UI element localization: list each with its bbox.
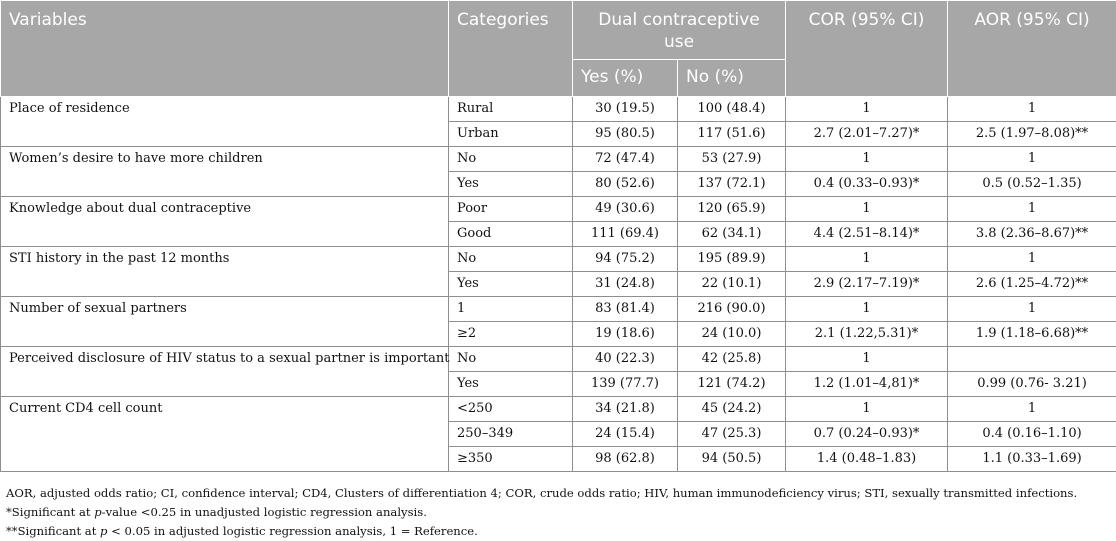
aor-cell: 0.99 (0.76- 3.21) — [948, 372, 1116, 397]
no-percent-cell: 94 (50.5) — [678, 447, 786, 472]
yes-percent-cell: 30 (19.5) — [573, 97, 678, 122]
table-row — [1, 147, 1116, 172]
cor-cell: 1.2 (1.01–4,81)* — [786, 372, 948, 397]
no-percent-cell: 47 (25.3) — [678, 422, 786, 447]
category-cell: Good — [449, 222, 573, 247]
yes-percent-cell: 139 (77.7) — [573, 372, 678, 397]
category-cell: ≥350 — [449, 447, 573, 472]
aor-cell: 0.4 (0.16–1.10) — [948, 422, 1116, 447]
no-percent-cell: 216 (90.0) — [678, 297, 786, 322]
cor-cell: 1 — [786, 397, 948, 422]
table-row — [1, 297, 1116, 322]
yes-percent-cell: 94 (75.2) — [573, 247, 678, 272]
cor-cell: 1 — [786, 247, 948, 272]
no-percent-cell: 117 (51.6) — [678, 122, 786, 147]
no-percent-cell: 100 (48.4) — [678, 97, 786, 122]
no-percent-cell: 62 (34.1) — [678, 222, 786, 247]
category-cell: 1 — [449, 297, 573, 322]
footnote-unadjusted-suffix: -value <0.25 in unadjusted logistic regression analysis. — [102, 505, 427, 519]
cor-cell: 1 — [786, 297, 948, 322]
footnote-unadjusted — [6, 503, 1110, 522]
yes-percent-cell: 34 (21.8) — [573, 397, 678, 422]
footnote-adjusted-suffix: < 0.05 in adjusted logistic regression analysis, 1 = Reference. — [107, 524, 477, 538]
no-percent-cell: 42 (25.8) — [678, 347, 786, 372]
yes-percent-cell: 31 (24.8) — [573, 272, 678, 297]
cor-cell: 0.7 (0.24–0.93)* — [786, 422, 948, 447]
table-row — [1, 247, 1116, 272]
no-percent-cell: 53 (27.9) — [678, 147, 786, 172]
aor-cell: 2.5 (1.97–8.08)** — [948, 122, 1116, 147]
aor-cell: 1.1 (0.33–1.69) — [948, 447, 1116, 472]
cor-cell: 0.4 (0.33–0.93)* — [786, 172, 948, 197]
no-percent-cell: 121 (74.2) — [678, 372, 786, 397]
category-cell: <250 — [449, 397, 573, 422]
yes-percent-cell: 80 (52.6) — [573, 172, 678, 197]
yes-percent-cell: 83 (81.4) — [573, 297, 678, 322]
aor-cell — [948, 347, 1116, 372]
category-cell: Poor — [449, 197, 573, 222]
header-aor: AOR (95% CI) — [948, 1, 1116, 97]
header-yes: Yes (%) — [573, 60, 678, 97]
category-cell: No — [449, 147, 573, 172]
header-no: No (%) — [678, 60, 786, 97]
table-footnotes — [0, 472, 1116, 541]
aor-cell: 1 — [948, 197, 1116, 222]
variable-cell: Knowledge about dual contraceptive — [1, 197, 449, 247]
category-cell: Urban — [449, 122, 573, 147]
cor-cell: 2.7 (2.01–7.27)* — [786, 122, 948, 147]
category-cell: Yes — [449, 272, 573, 297]
table-row — [1, 397, 1116, 422]
table-header — [1, 1, 1116, 97]
no-percent-cell: 22 (10.1) — [678, 272, 786, 297]
variable-cell: Women’s desire to have more children — [1, 147, 449, 197]
category-cell: Yes — [449, 172, 573, 197]
header-categories: Categories — [449, 1, 573, 97]
header-cor: COR (95% CI) — [786, 1, 948, 97]
footnote-adjusted — [6, 522, 1110, 541]
category-cell: 250–349 — [449, 422, 573, 447]
cor-cell: 1 — [786, 197, 948, 222]
aor-cell: 2.6 (1.25–4.72)** — [948, 272, 1116, 297]
footnote-adjusted-p: p — [100, 524, 107, 538]
footnote-unadjusted-p: p — [94, 505, 101, 519]
variable-cell: Current CD4 cell count — [1, 397, 449, 472]
yes-percent-cell: 40 (22.3) — [573, 347, 678, 372]
category-cell: No — [449, 347, 573, 372]
cor-cell: 1 — [786, 347, 948, 372]
no-percent-cell: 120 (65.9) — [678, 197, 786, 222]
table-body — [1, 97, 1116, 472]
yes-percent-cell: 24 (15.4) — [573, 422, 678, 447]
yes-percent-cell: 95 (80.5) — [573, 122, 678, 147]
yes-percent-cell: 98 (62.8) — [573, 447, 678, 472]
no-percent-cell: 195 (89.9) — [678, 247, 786, 272]
header-variables: Variables — [1, 1, 449, 97]
aor-cell: 1 — [948, 397, 1116, 422]
no-percent-cell: 24 (10.0) — [678, 322, 786, 347]
variable-cell: Number of sexual partners — [1, 297, 449, 347]
variable-cell: Perceived disclosure of HIV status to a sexual partner is important — [1, 347, 449, 397]
no-percent-cell: 45 (24.2) — [678, 397, 786, 422]
variable-cell: STI history in the past 12 months — [1, 247, 449, 297]
aor-cell: 1 — [948, 247, 1116, 272]
footnote-adjusted-prefix: **Significant at — [6, 524, 100, 538]
aor-cell: 0.5 (0.52–1.35) — [948, 172, 1116, 197]
header-dual-contraceptive-use: Dual contraceptive use — [573, 1, 786, 60]
aor-cell: 1 — [948, 97, 1116, 122]
cor-cell: 1 — [786, 97, 948, 122]
yes-percent-cell: 72 (47.4) — [573, 147, 678, 172]
table-row — [1, 97, 1116, 122]
cor-cell: 4.4 (2.51–8.14)* — [786, 222, 948, 247]
yes-percent-cell: 19 (18.6) — [573, 322, 678, 347]
cor-cell: 1.4 (0.48–1.83) — [786, 447, 948, 472]
variable-cell: Place of residence — [1, 97, 449, 147]
cor-cell: 2.1 (1.22,5.31)* — [786, 322, 948, 347]
aor-cell: 1 — [948, 297, 1116, 322]
cor-cell: 2.9 (2.17–7.19)* — [786, 272, 948, 297]
aor-cell: 1 — [948, 147, 1116, 172]
table-row — [1, 197, 1116, 222]
category-cell: No — [449, 247, 573, 272]
footnote-unadjusted-prefix: *Significant at — [6, 505, 94, 519]
category-cell: Rural — [449, 97, 573, 122]
aor-cell: 1.9 (1.18–6.68)** — [948, 322, 1116, 347]
category-cell: ≥2 — [449, 322, 573, 347]
footnote-abbreviations: AOR, adjusted odds ratio; CI, confidence interval; CD4, Clusters of differentiation 4; COR, crude odds ratio; HIV, human immunodeficiency virus; STI, sexually transmitted infections. — [6, 484, 1110, 503]
aor-cell: 3.8 (2.36–8.67)** — [948, 222, 1116, 247]
cor-cell: 1 — [786, 147, 948, 172]
yes-percent-cell: 111 (69.4) — [573, 222, 678, 247]
no-percent-cell: 137 (72.1) — [678, 172, 786, 197]
table-row — [1, 347, 1116, 372]
yes-percent-cell: 49 (30.6) — [573, 197, 678, 222]
category-cell: Yes — [449, 372, 573, 397]
